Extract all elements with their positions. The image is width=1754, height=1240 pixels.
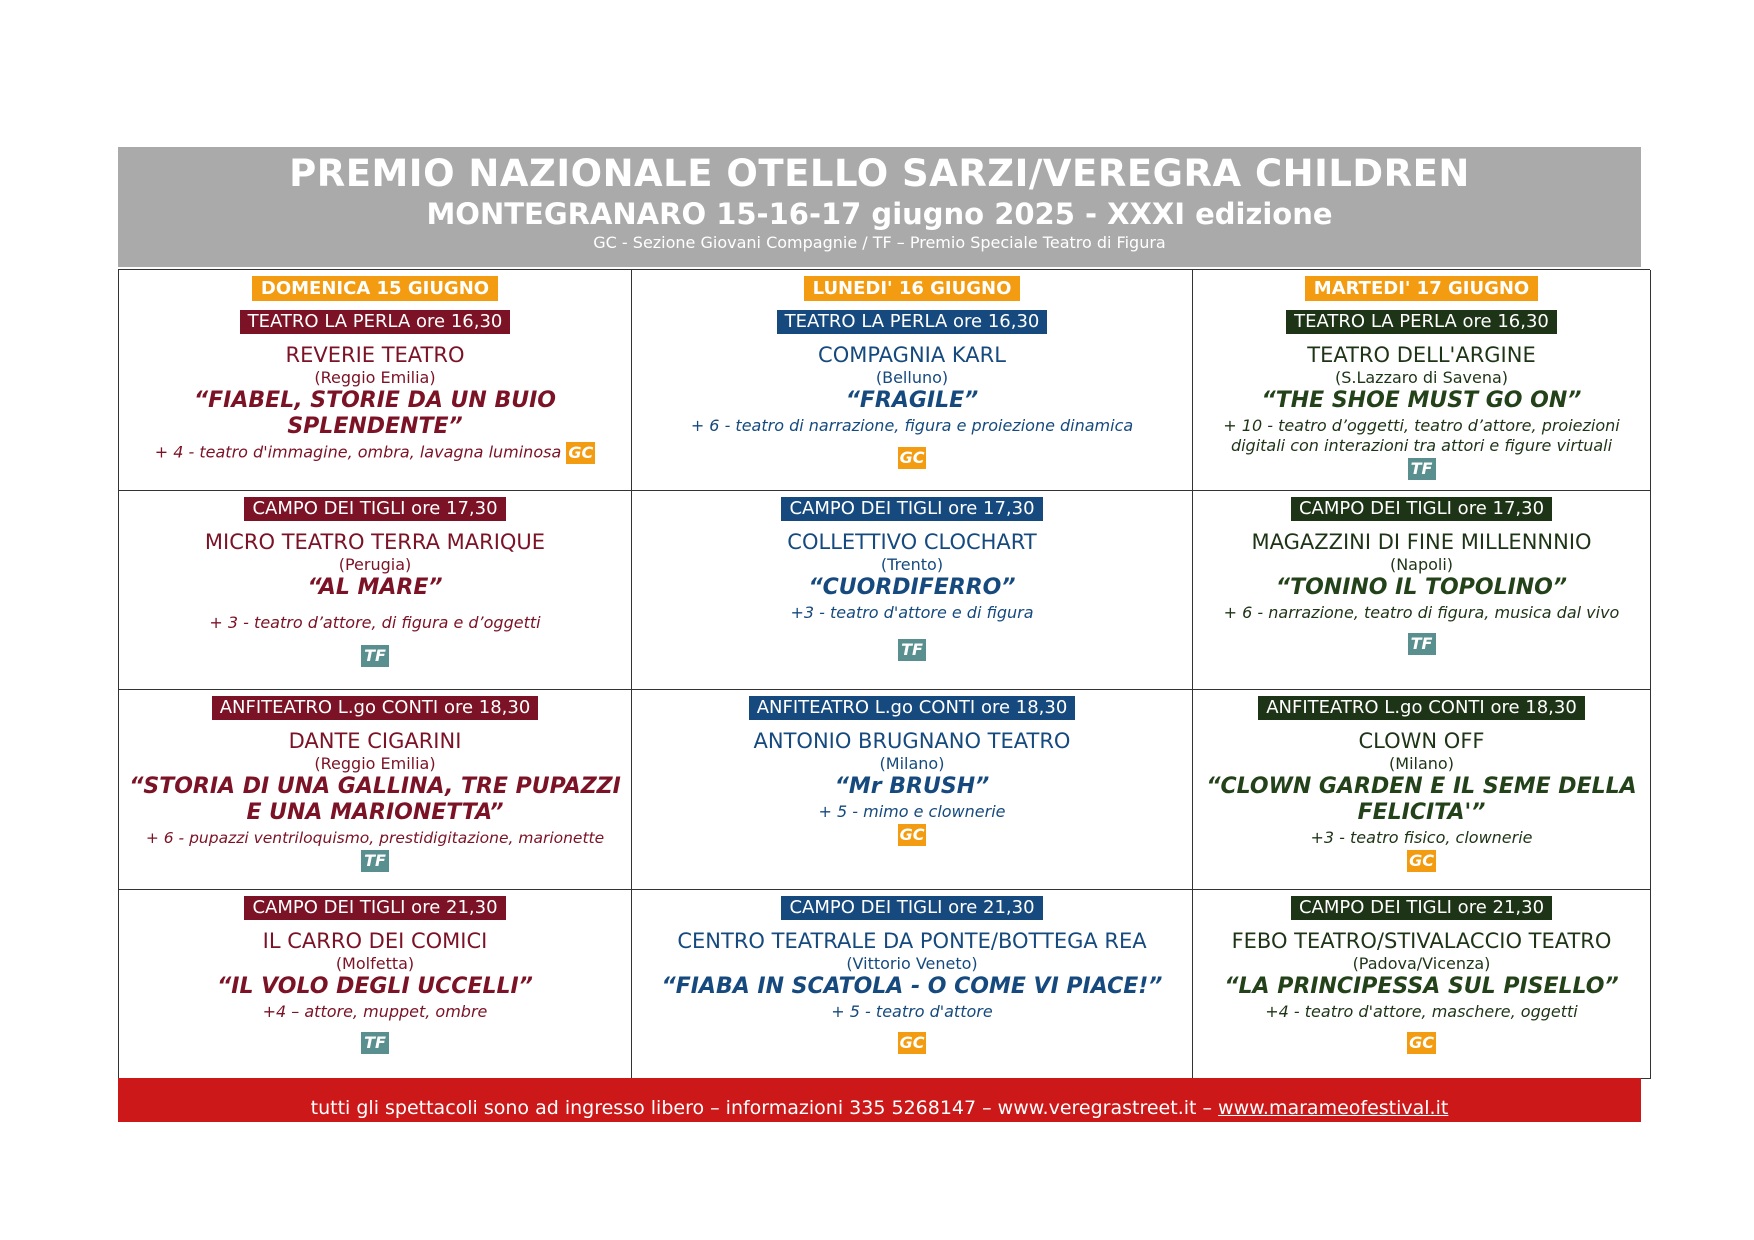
show-title: “CUORDIFERRO”	[808, 575, 1016, 600]
company-city: (Perugia)	[338, 555, 412, 574]
show-title: “THE SHOE MUST GO ON”	[1261, 388, 1582, 413]
legend-text: GC - Sezione Giovani Compagnie / TF – Premio Speciale Teatro di Figura	[593, 233, 1166, 252]
show-title: “FRAGILE”	[845, 388, 979, 413]
day-label: DOMENICA 15 GIUGNO	[252, 276, 498, 301]
venue-label: TEATRO LA PERLA ore 16,30	[777, 310, 1048, 334]
show-description	[119, 442, 631, 464]
company-name: FEBO TEATRO/STIVALACCIO TEATRO	[1231, 929, 1612, 953]
venue-label: CAMPO DEI TIGLI ore 21,30	[781, 896, 1042, 920]
company-name: TEATRO DELL'ARGINE	[1307, 343, 1536, 367]
day-label: LUNEDI' 16 GIUGNO	[804, 276, 1021, 301]
show-title: “FIABEL, STORIE DA UN BUIO SPLENDENTE”	[193, 388, 556, 439]
tf-badge: TF	[1408, 458, 1436, 480]
page-subtitle: MONTEGRANARO 15-16-17 giugno 2025 - XXXI edizione	[426, 197, 1333, 231]
event-cell	[119, 890, 632, 1079]
festival-link[interactable]: www.marameofestival.it	[1218, 1097, 1449, 1119]
company-name: COMPAGNIA KARL	[818, 343, 1006, 367]
company-name: DANTE CIGARINI	[288, 729, 462, 753]
show-title: “LA PRINCIPESSA SUL PISELLO”	[1224, 974, 1619, 999]
show-description: +3 - teatro d'attore e di figura	[790, 603, 1034, 622]
event-cell	[119, 270, 632, 491]
event-cell	[1193, 890, 1651, 1079]
tf-badge: TF	[361, 1032, 389, 1054]
event-cell	[632, 690, 1193, 890]
company-name: IL CARRO DEI COMICI	[262, 929, 488, 953]
gc-badge: GC	[899, 1032, 925, 1052]
company-name: MAGAZZINI DI FINE MILLENNNIO	[1251, 530, 1592, 554]
company-city: (S.Lazzaro di Savena)	[1334, 368, 1509, 387]
event-cell	[119, 690, 632, 890]
page-header	[118, 147, 1641, 267]
company-city: (Napoli)	[1389, 555, 1454, 574]
company-city: (Milano)	[1389, 754, 1454, 773]
company-city: (Milano)	[879, 754, 945, 773]
show-title: “IL VOLO DEGLI UCCELLI”	[217, 974, 533, 999]
event-cell	[632, 890, 1193, 1079]
company-name: CENTRO TEATRALE DA PONTE/BOTTEGA REA	[677, 929, 1147, 953]
show-title: “Mr BRUSH”	[834, 774, 990, 799]
company-name: MICRO TEATRO TERRA MARIQUE	[204, 530, 546, 554]
company-name: ANTONIO BRUGNANO TEATRO	[753, 729, 1071, 753]
venue-label: CAMPO DEI TIGLI ore 21,30	[244, 896, 505, 920]
event-cell	[1193, 690, 1651, 890]
gc-badge: GC	[568, 443, 594, 462]
show-description-text: + 4 - teatro d'immagine, ombra, lavagna luminosa	[154, 442, 562, 462]
show-title: “FIABA IN SCATOLA - O COME VI PIACE!”	[661, 974, 1163, 999]
gc-badge: GC	[899, 447, 925, 467]
show-description: + 6 - narrazione, teatro di figura, musica dal vivo	[1223, 603, 1620, 622]
event-cell	[632, 270, 1193, 491]
footer-text: tutti gli spettacoli sono ad ingresso libero – informazioni 335 5268147 – www.veregrastreet.it –	[310, 1097, 1219, 1119]
footer-bar	[118, 1078, 1641, 1122]
company-name: COLLETTIVO CLOCHART	[787, 530, 1037, 554]
tf-badge: TF	[361, 850, 389, 872]
company-city: (Belluno)	[875, 368, 949, 387]
tf-badge: TF	[361, 645, 389, 667]
show-description: + 3 - teatro d’attore, di figura e d’oggetti	[209, 613, 541, 632]
schedule-grid	[118, 269, 1650, 1078]
event-cell	[1193, 491, 1651, 690]
show-description: +4 - teatro d'attore, maschere, oggetti	[1265, 1002, 1578, 1021]
show-description: + 10 - teatro d’oggetti, teatro d’attore, proiezioni digitali con interazioni tra attori e figure virtuali	[1223, 416, 1620, 455]
venue-label: CAMPO DEI TIGLI ore 17,30	[781, 497, 1042, 521]
day-label: MARTEDI' 17 GIUGNO	[1305, 276, 1538, 301]
event-cell	[632, 491, 1193, 690]
company-city: (Molfetta)	[335, 954, 415, 973]
tf-badge: TF	[898, 639, 926, 661]
company-city: (Vittorio Veneto)	[846, 954, 978, 973]
venue-label: CAMPO DEI TIGLI ore 21,30	[1291, 896, 1552, 920]
tf-badge: TF	[1408, 633, 1436, 655]
show-title: “TONINO IL TOPOLINO”	[1275, 575, 1568, 600]
show-title: “CLOWN GARDEN E IL SEME DELLA FELICITA'”	[1206, 774, 1637, 825]
event-cell	[119, 491, 632, 690]
show-description: +4 – attore, muppet, ombre	[262, 1002, 488, 1021]
show-description: + 5 - mimo e clownerie	[818, 802, 1006, 821]
venue-label: ANFITEATRO L.go CONTI ore 18,30	[749, 696, 1076, 720]
company-city: (Reggio Emilia)	[314, 368, 436, 387]
company-city: (Padova/Vicenza)	[1352, 954, 1491, 973]
company-city: (Trento)	[880, 555, 944, 574]
gc-badge: GC	[1409, 850, 1434, 870]
gc-badge: GC	[1409, 1032, 1434, 1052]
gc-badge: GC	[899, 824, 925, 844]
show-description: +3 - teatro fisico, clownerie	[1310, 828, 1533, 847]
venue-label: CAMPO DEI TIGLI ore 17,30	[244, 497, 505, 521]
event-cell	[1193, 270, 1651, 491]
venue-label: CAMPO DEI TIGLI ore 17,30	[1291, 497, 1552, 521]
company-city: (Reggio Emilia)	[314, 754, 436, 773]
show-description: + 5 - teatro d'attore	[831, 1002, 993, 1021]
page-title: PREMIO NAZIONALE OTELLO SARZI/VEREGRA CHILDREN	[289, 152, 1470, 195]
show-description: + 6 - pupazzi ventriloquismo, prestidigitazione, marionette	[145, 829, 605, 847]
company-name: REVERIE TEATRO	[285, 343, 465, 367]
show-title: “STORIA DI UNA GALLINA, TRE PUPAZZI E UNA MARIONETTA”	[129, 774, 621, 825]
venue-label: ANFITEATRO L.go CONTI ore 18,30	[212, 696, 539, 720]
venue-label: TEATRO LA PERLA ore 16,30	[240, 310, 511, 334]
venue-label: TEATRO LA PERLA ore 16,30	[1286, 310, 1557, 334]
venue-label: ANFITEATRO L.go CONTI ore 18,30	[1258, 696, 1585, 720]
company-name: CLOWN OFF	[1358, 729, 1485, 753]
show-description: + 6 - teatro di narrazione, figura e proiezione dinamica	[690, 416, 1134, 435]
show-title: “AL MARE”	[307, 575, 443, 600]
